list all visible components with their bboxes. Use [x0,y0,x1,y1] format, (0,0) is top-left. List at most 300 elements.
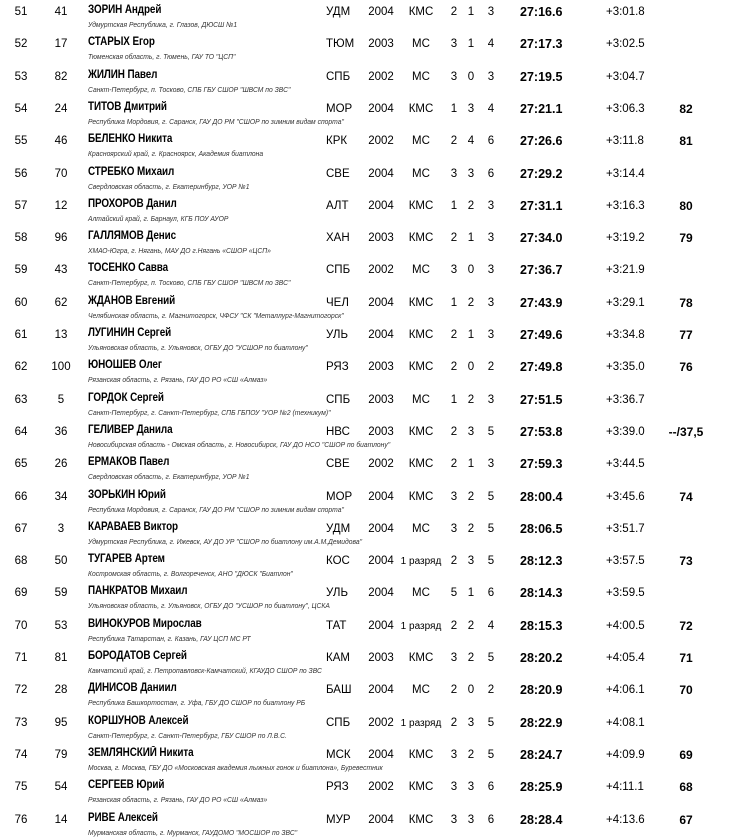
time-gap: +3:59.5 [606,587,645,600]
time-gap: +3:29.1 [606,296,645,309]
finish-time: 27:43.9 [520,295,563,310]
region-code: УДМ [326,6,351,18]
total-misses: 3 [487,232,495,245]
sport-rank: КМС [408,490,434,503]
birth-year: 2004 [368,748,394,761]
sport-rank: КМС [408,425,434,438]
sport-rank: МС [412,393,430,406]
total-misses: 3 [487,458,495,471]
time-gap: +3:04.7 [606,70,645,83]
time-gap: +4:11.1 [606,781,644,794]
athlete-club-info: Костромская область, г. Волгореченск, АНО "ДЮСК "Биатлон" [88,569,293,579]
athlete-club-info: Удмуртская Республика, г. Глазов, ДЮСШ №1 [88,20,238,29]
finish-time: 28:14.3 [520,586,563,601]
table-row [0,127,750,159]
time-gap: +4:08.1 [606,716,645,729]
table-row [0,95,750,127]
shooting-1-misses: 3 [450,70,458,83]
shooting-1-misses: 1 [450,296,458,309]
athlete-name: ЕРМАКОВ Павел [88,456,170,469]
place-cell: 66 [14,490,28,503]
athlete-club-info: Алтайский край, г. Барнаул, КГБ ПОУ АУОР [88,213,229,223]
bib-number: 95 [54,716,68,729]
bib-number: 50 [54,555,68,568]
place-cell: 64 [14,425,28,438]
athlete-name: БОРОДАТОВ Сергей [88,650,187,662]
region-code: АЛТ [326,199,349,212]
birth-year: 2004 [368,329,394,341]
shooting-2-misses: 2 [467,522,475,535]
birth-year: 2004 [368,684,394,697]
table-row [0,0,750,30]
bib-number: 26 [54,458,68,471]
athlete-club-info: Республика Башкортостан, г. Уфа, ГБУ ДО СШОР по биатлону РБ [88,698,306,708]
region-code: КРК [326,135,348,148]
shooting-2-misses: 0 [467,264,475,277]
total-misses: 3 [487,393,495,406]
sport-rank: МС [412,167,430,180]
table-row [0,63,750,95]
time-gap: +4:05.4 [606,652,645,664]
time-gap: +3:06.3 [606,102,645,115]
region-code: СПБ [326,70,351,83]
shooting-2-misses: 1 [467,38,475,51]
shooting-2-misses: 0 [467,70,475,83]
finish-time: 28:20.2 [520,651,563,665]
athlete-club-info: Тюменская область, г. Тюмень, ГАУ ТО "ЦСП" [88,52,236,62]
shooting-1-misses: 2 [450,135,458,148]
athlete-name: ЗЕМЛЯНСКИЙ Никита [88,746,194,759]
birth-year: 2003 [368,38,394,51]
sport-rank: МС [412,684,430,697]
place-cell: 67 [14,522,28,535]
athlete-name: БЕЛЕНКО Никита [88,133,173,146]
place-cell: 68 [14,555,28,568]
finish-time: 28:25.9 [520,780,563,795]
total-misses: 3 [487,296,495,309]
shooting-2-misses: 1 [467,587,475,600]
athlete-club-info: Челябинская область, г. Магнитогорск, ЧФСУ "СК "Металлург-Магнитогорск" [88,310,344,320]
shooting-2-misses: 2 [467,199,475,212]
points-cell: 69 [679,747,693,762]
birth-year: 2002 [368,781,394,794]
shooting-1-misses: 3 [450,652,458,664]
sport-rank: КМС [408,6,434,18]
sport-rank: КМС [408,102,434,115]
place-cell: 63 [14,393,28,406]
place-cell: 73 [14,716,28,729]
birth-year: 2004 [368,619,394,632]
sport-rank: КМС [408,781,434,794]
shooting-2-misses: 2 [467,619,475,632]
total-misses: 3 [487,264,495,277]
region-code: СПБ [326,264,351,277]
shooting-1-misses: 2 [450,684,458,697]
sport-rank: КМС [408,652,434,664]
finish-time: 27:19.5 [520,69,563,84]
athlete-name: ГЕЛИВЕР Данила [88,423,173,436]
shooting-1-misses: 2 [450,716,458,729]
shooting-2-misses: 3 [467,425,475,438]
finish-time: 28:20.9 [520,683,563,698]
total-misses: 6 [487,587,495,600]
birth-year: 2003 [368,232,394,245]
birth-year: 2004 [368,296,394,309]
shooting-2-misses: 2 [467,490,475,503]
birth-year: 2002 [368,458,394,471]
bib-number: 82 [54,70,68,83]
region-code: МУР [326,813,351,826]
birth-year: 2002 [368,135,394,148]
sport-rank: КМС [408,296,434,309]
place-cell: 69 [14,587,28,600]
table-row [0,547,750,579]
bib-number: 54 [54,781,68,794]
table-row [0,192,750,224]
place-cell: 51 [14,6,28,18]
finish-time: 27:51.5 [520,392,563,407]
bib-number: 5 [57,393,65,406]
region-code: МСК [326,748,351,761]
time-gap: +3:21.9 [606,264,645,277]
sport-rank: 1 разряд [400,717,442,729]
total-misses: 5 [487,555,495,568]
place-cell: 76 [14,813,28,826]
athlete-club-info: Республика Мордовия, г. Саранск, ГАУ ДО РМ "СШОР по зимним видам спорта" [88,504,344,514]
bib-number: 14 [54,813,68,826]
birth-year: 2002 [368,264,394,277]
sport-rank: МС [412,587,430,600]
shooting-2-misses: 1 [467,6,475,18]
athlete-name: ЖДАНОВ Евгений [88,294,176,307]
athlete-club-info: Санкт-Петербург, г. Санкт-Петербург, СПБ ГБПОУ "УОР №2 (техникум)" [88,407,331,417]
shooting-1-misses: 3 [450,748,458,761]
total-misses: 4 [487,102,495,115]
region-code: МОР [326,490,353,503]
points-cell: 78 [679,295,693,310]
place-cell: 59 [14,264,28,277]
athlete-club-info: Удмуртская Республика, г. Ижевск, АУ ДО УР "СШОР по биатлону им.А.М.Демидова" [88,536,362,546]
time-gap: +4:06.1 [606,684,645,697]
shooting-1-misses: 1 [450,102,458,115]
points-cell: 73 [679,554,693,569]
table-row [0,676,750,708]
time-gap: +3:19.2 [606,232,645,245]
shooting-2-misses: 3 [467,813,475,826]
time-gap: +3:02.5 [606,38,645,51]
birth-year: 2004 [368,555,394,568]
athlete-name: ВИНОКУРОВ Мирослав [88,617,202,630]
birth-year: 2004 [368,522,394,535]
total-misses: 4 [487,619,495,632]
birth-year: 2003 [368,425,394,438]
table-row [0,773,750,805]
finish-time: 28:12.3 [520,554,563,569]
birth-year: 2004 [368,813,394,826]
athlete-club-info: Ульяновская область, г. Ульяновск, ОГБУ ДО "УСШОР по биатлону" [88,343,308,352]
bib-number: 100 [51,361,71,374]
shooting-1-misses: 3 [450,813,458,826]
birth-year: 2004 [368,587,394,600]
shooting-2-misses: 1 [467,232,475,245]
points-cell: 77 [679,328,693,342]
table-row [0,806,750,838]
athlete-club-info: Ульяновская область, г. Ульяновск, ОГБУ ДО "УСШОР по биатлону", ЦСКА [88,601,330,611]
sport-rank: КМС [408,199,434,212]
points-cell: 70 [679,683,693,698]
sport-rank: МС [412,38,430,51]
points-cell: 72 [679,618,693,633]
birth-year: 2003 [368,652,394,664]
shooting-1-misses: 2 [450,329,458,341]
shooting-2-misses: 3 [467,781,475,794]
finish-time: 27:34.0 [520,231,563,246]
finish-time: 28:00.4 [520,489,563,504]
finish-time: 28:22.9 [520,715,563,730]
total-misses: 2 [487,684,495,697]
table-row [0,418,750,450]
total-misses: 5 [487,425,495,438]
region-code: ХАН [326,232,350,245]
total-misses: 6 [487,781,495,794]
table-row [0,353,750,385]
region-code: УЛЬ [326,587,349,600]
table-row [0,483,750,515]
time-gap: +3:01.8 [606,6,645,18]
place-cell: 54 [14,102,28,115]
athlete-name: ЮНОШЕВ Олег [88,359,162,372]
points-cell: 68 [679,780,693,795]
table-row [0,741,750,773]
birth-year: 2004 [368,102,394,115]
shooting-1-misses: 5 [450,587,458,600]
points-cell: 71 [679,651,693,665]
table-row [0,289,750,321]
region-code: РЯЗ [326,781,349,794]
total-misses: 4 [487,38,495,51]
region-code: БАШ [326,684,352,697]
total-misses: 6 [487,167,495,180]
time-gap: +3:36.7 [606,393,645,406]
athlete-name: КАРАВАЕВ Виктор [88,520,179,533]
finish-time: 28:06.5 [520,521,563,536]
sport-rank: КМС [408,813,434,826]
shooting-1-misses: 1 [450,199,458,212]
time-gap: +3:44.5 [606,458,645,471]
birth-year: 2004 [368,6,394,18]
shooting-1-misses: 3 [450,38,458,51]
shooting-1-misses: 3 [450,781,458,794]
shooting-2-misses: 3 [467,102,475,115]
shooting-2-misses: 3 [467,167,475,180]
athlete-name: ПАНКРАТОВ Михаил [88,585,188,598]
finish-time: 28:15.3 [520,618,563,633]
region-code: МОР [326,102,353,115]
finish-time: 27:17.3 [520,37,563,52]
place-cell: 71 [14,652,28,664]
table-row [0,386,750,418]
athlete-club-info: Рязанская область, г. Рязань, ГАУ ДО РО «СШ «Алмаз» [88,795,268,805]
sport-rank: МС [412,522,430,535]
region-code: УЛЬ [326,329,349,341]
total-misses: 5 [487,652,495,664]
athlete-club-info: Санкт-Петербург, г. Санкт-Петербург, ГБУ СШОР по Л.В.С. [88,730,287,740]
athlete-name: ЖИЛИН Павел [88,68,158,81]
total-misses: 5 [487,522,495,535]
athlete-name: ЗОРЬКИН Юрий [88,488,166,501]
sport-rank: КМС [408,458,434,471]
shooting-2-misses: 2 [467,748,475,761]
region-code: СПБ [326,716,351,729]
bib-number: 46 [54,135,68,148]
finish-time: 27:36.7 [520,263,563,278]
shooting-1-misses: 2 [450,619,458,632]
shooting-2-misses: 2 [467,652,475,664]
athlete-club-info: Свердловская область, г. Екатеринбург, УОР №1 [88,472,250,482]
bib-number: 36 [54,425,68,438]
bib-number: 13 [54,329,68,341]
athlete-club-info: ХМАО-Югра, г. Нягань, МАУ ДО г.Нягань «СШОР «ЦСП» [88,246,271,256]
points-cell: 76 [679,360,693,375]
total-misses: 3 [487,329,495,341]
shooting-2-misses: 0 [467,684,475,697]
shooting-2-misses: 3 [467,716,475,729]
total-misses: 5 [487,716,495,729]
finish-time: 27:31.1 [520,198,563,213]
time-gap: +4:13.6 [606,813,645,826]
athlete-name: ГОРДОК Сергей [88,391,164,404]
sport-rank: МС [412,70,430,83]
athlete-name: СЕРГЕЕВ Юрий [88,779,165,792]
table-row [0,579,750,611]
place-cell: 61 [14,329,28,341]
shooting-1-misses: 3 [450,264,458,277]
bib-number: 59 [54,587,68,600]
shooting-2-misses: 3 [467,555,475,568]
athlete-club-info: Свердловская область, г. Екатеринбург, УОР №1 [88,181,250,191]
shooting-2-misses: 1 [467,329,475,341]
time-gap: +3:35.0 [606,361,645,374]
athlete-name: ТОСЕНКО Савва [88,262,169,275]
bib-number: 81 [54,652,68,664]
region-code: СВЕ [326,167,350,180]
points-cell: 74 [679,489,693,504]
time-gap: +3:45.6 [606,490,645,503]
region-code: ТАТ [326,619,347,632]
region-code: ЧЕЛ [326,296,349,309]
place-cell: 70 [14,619,28,632]
athlete-name: РИВЕ Алексей [88,811,158,824]
place-cell: 56 [14,167,28,180]
finish-time: 27:49.8 [520,360,563,375]
sport-rank: КМС [408,232,434,245]
time-gap: +3:51.7 [606,522,645,535]
finish-time: 27:26.6 [520,134,563,149]
region-code: РЯЗ [326,361,349,374]
place-cell: 65 [14,458,28,471]
table-row [0,256,750,288]
athlete-club-info: Санкт-Петербург, п. Тосково, СПБ ГБУ СШОР "ШВСМ по ЗВС" [88,278,291,288]
shooting-1-misses: 2 [450,458,458,471]
region-code: СПБ [326,393,351,406]
shooting-2-misses: 1 [467,458,475,471]
place-cell: 62 [14,361,28,374]
birth-year: 2003 [368,361,394,374]
table-row [0,224,750,256]
place-cell: 52 [14,38,28,51]
shooting-1-misses: 3 [450,522,458,535]
bib-number: 43 [54,264,68,277]
bib-number: 70 [54,167,68,180]
table-row [0,321,750,353]
time-gap: +3:34.8 [606,329,645,341]
athlete-club-info: Республика Мордовия, г. Саранск, ГАУ ДО РМ "СШОР по зимним видам спорта" [88,116,344,126]
points-cell: 80 [679,198,693,213]
time-gap: +4:00.5 [606,619,645,632]
finish-time: 27:59.3 [520,457,563,472]
time-gap: +3:39.0 [606,425,645,438]
athlete-name: ПРОХОРОВ Данил [88,197,177,210]
birth-year: 2004 [368,199,394,212]
total-misses: 3 [487,199,495,212]
bib-number: 17 [54,38,68,51]
region-code: СВЕ [326,458,350,471]
finish-time: 27:21.1 [520,101,563,116]
birth-year: 2002 [368,716,394,729]
points-cell: 67 [679,812,693,827]
bib-number: 34 [54,490,68,503]
bib-number: 41 [54,6,68,18]
finish-time: 27:29.2 [520,166,563,181]
total-misses: 6 [487,135,495,148]
shooting-1-misses: 2 [450,555,458,568]
time-gap: +3:57.5 [606,555,645,568]
athlete-name: ГАЛЛЯМОВ Денис [88,230,177,243]
region-code: УДМ [326,522,351,535]
shooting-1-misses: 2 [450,232,458,245]
region-code: КАМ [326,652,350,664]
athlete-club-info: Санкт-Петербург, п. Тосково, СПБ ГБУ СШОР "ШВСМ по ЗВС" [88,84,291,94]
place-cell: 53 [14,70,28,83]
athlete-club-info: Камчатский край, г. Петропавловск-Камчатский, КГАУДО СШОР по ЗВС [88,666,322,675]
total-misses: 2 [487,361,495,374]
sport-rank: КМС [408,329,434,341]
sport-rank: 1 разряд [400,620,442,632]
shooting-1-misses: 3 [450,490,458,503]
bib-number: 53 [54,619,68,632]
bib-number: 3 [57,522,65,535]
shooting-2-misses: 4 [467,135,475,148]
athlete-name: ЗОРИН Андрей [88,4,162,16]
bib-number: 79 [54,748,68,761]
time-gap: +4:09.9 [606,748,645,761]
bib-number: 24 [54,102,68,115]
time-gap: +3:16.3 [606,199,645,212]
place-cell: 57 [14,199,28,212]
sport-rank: МС [412,264,430,277]
table-row [0,644,750,676]
athlete-name: ДИНИСОВ Даниил [88,682,177,695]
sport-rank: 1 разряд [400,556,442,568]
finish-time: 27:53.8 [520,424,563,439]
bib-number: 96 [54,232,68,245]
birth-year: 2004 [368,167,394,180]
place-cell: 58 [14,232,28,245]
shooting-1-misses: 2 [450,6,458,18]
table-row [0,515,750,547]
points-cell: --/37,5 [668,424,704,439]
finish-time: 27:49.6 [520,328,563,342]
